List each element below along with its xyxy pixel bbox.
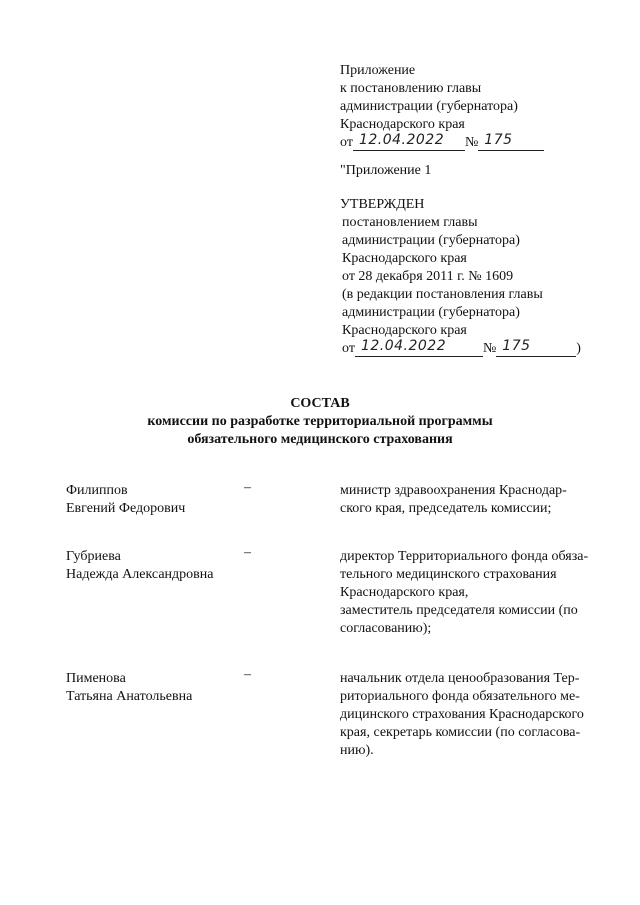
member-given-name: Евгений Федорович <box>66 501 186 516</box>
approved-handwritten-number: 175 <box>502 338 531 354</box>
approved-line-1: постановлением главы <box>342 215 478 230</box>
handwritten-number: 175 <box>484 132 513 148</box>
member-surname: Филиппов <box>66 483 128 498</box>
appendix-line-4: Краснодарского края <box>340 117 465 132</box>
member-dash: – <box>244 545 251 560</box>
approved-line-6: администрации (губернатора) <box>342 305 520 320</box>
document-title: СОСТАВ <box>290 396 350 411</box>
approved-line-3: Краснодарского края <box>342 251 467 266</box>
appendix-one-label: "Приложение 1 <box>340 163 432 178</box>
member-surname: Губриева <box>66 549 121 564</box>
approved-closing-paren: ) <box>576 341 581 356</box>
member-role: директор Территориального фонда обяза- тельного медицинского страхования Краснодарского края, заместитель председателя комиссии (по согласованию); <box>340 549 589 636</box>
member-dash: – <box>244 480 251 495</box>
approved-line-4: от 28 декабря 2011 г. № 1609 <box>342 269 514 284</box>
approved-number-underline <box>496 340 576 357</box>
member-role: министр здравоохранения Краснодар- ского края, председатель комиссии; <box>340 483 567 516</box>
member-given-name: Надежда Александровна <box>66 567 214 582</box>
member-role: начальник отдела ценообразования Тер- риториального фонда обязательного ме- дицинского страхования Краснодарского края, секретарь комиссии (по согласова- нию). <box>340 671 584 758</box>
member-surname: Пименова <box>66 671 126 686</box>
approved-line-5: (в редакции постановления главы <box>342 287 543 302</box>
member-given-name: Татьяна Анатольевна <box>66 689 193 704</box>
approved-date-underline <box>355 340 483 357</box>
approved-title: УТВЕРЖДЕН <box>340 197 425 212</box>
document-subtitle-line-2: обязательного медицинского страхования <box>187 432 453 447</box>
appendix-line-1: Приложение <box>340 63 416 78</box>
member-dash: – <box>244 667 251 682</box>
approved-line-2: администрации (губернатора) <box>342 233 520 248</box>
document-subtitle-line-1: комиссии по разработке территориальной программы <box>147 414 493 429</box>
appendix-line-3: администрации (губернатора) <box>340 99 518 114</box>
approved-date-line <box>342 340 581 357</box>
approved-from-prefix: от <box>342 341 355 356</box>
number-sign: № <box>464 135 479 150</box>
number-underline <box>478 134 544 151</box>
handwritten-date: 12.04.2022 <box>358 132 445 148</box>
appendix-date-line <box>340 134 544 151</box>
from-prefix: от <box>340 135 353 150</box>
approved-line-7: Краснодарского края <box>342 323 467 338</box>
appendix-line-2: к постановлению главы <box>340 81 482 96</box>
approved-number-sign: № <box>482 341 497 356</box>
date-underline <box>353 134 465 151</box>
approved-handwritten-date: 12.04.2022 <box>360 338 447 354</box>
